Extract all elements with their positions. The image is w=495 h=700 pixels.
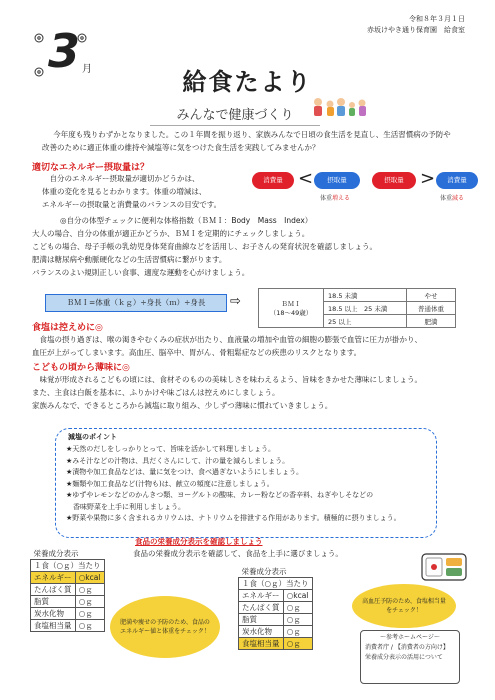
kids-text <box>32 373 472 412</box>
table-row <box>239 602 313 614</box>
reference-box <box>360 630 460 684</box>
bmi-label: ＢＭＩ <box>281 300 301 308</box>
nutrient-value: ○ｇ <box>75 584 104 596</box>
reference-link[interactable]: 栄養成分表示の活用について <box>365 654 443 661</box>
bmi-range: 25 以上 <box>324 315 407 328</box>
bmi-text <box>32 227 472 279</box>
note-increase: 増える <box>332 195 351 202</box>
nutrient-name: 脂質 <box>239 614 284 626</box>
issue-date: 令和８年３月１日 <box>409 15 465 23</box>
nutrient-name: 炭水化物 <box>239 626 284 638</box>
kids-line: また、主食は白飯を基本に、ふりかけや味ごはんは控えめにしましょう。 <box>32 388 280 397</box>
note-weight: 体重 <box>320 195 333 202</box>
family-illustration <box>310 96 370 118</box>
list-item: ★漬物や加工食品などは、量に気をつけ、食べ過ぎないようにしましょう。 <box>66 468 303 476</box>
nutrient-value: ○kcal <box>75 572 104 584</box>
nutrient-name: エネルギー <box>239 590 284 602</box>
table-row <box>239 614 313 626</box>
nutrition-label-title: 栄養成分表示 <box>33 549 79 558</box>
table-row <box>31 572 105 584</box>
reference-link[interactable]: 消費者庁 / 【消費者の方向け】 <box>365 644 449 651</box>
list-item: ★ゆずやレモンなどのかんきつ類、ヨーグルトの酸味、カレー粉などの香辛料、ねぎやしそなどの <box>66 491 374 499</box>
tips-list <box>66 444 426 525</box>
nutrition-heading: 食品の栄養成分表示を確認しましょう <box>135 537 263 546</box>
salt-line: 食塩の摂り過ぎは、喉の渇きやむくみの症状が出たり、血液量の増加や血管の細胞の膨張で血管に圧力が掛かり、 <box>39 335 422 344</box>
nutrition-label-right <box>238 566 313 650</box>
issue-date-block <box>367 14 465 36</box>
bmi-range: 18.5 未満 <box>324 289 407 302</box>
nutrient-value: ○ｇ <box>283 602 312 614</box>
nutrient-name: たんぱく質 <box>31 584 76 596</box>
table-row <box>259 289 456 302</box>
nutrient-name: 食塩相当量 <box>239 638 284 650</box>
intake-pill-right: 摂取量 <box>372 172 416 189</box>
energy-balance-diagram <box>250 168 480 218</box>
bmi-line: こどもの場合、母子手帳の乳幼児身体発育曲線などを活用し、お子さんの発育状況を確認しましょう。 <box>32 242 377 251</box>
nutrient-name: 食塩相当量 <box>31 620 76 632</box>
kids-line: 味覚が形成されるこどもの頃には、食材そのものの美味しさを味わえるよう、旨味をきかせた薄味にしましょう。 <box>39 375 422 384</box>
bmi-line: 大人の場合、自分の体重が適正かどうか、ＢＭＩを定期的にチェックしましょう。 <box>32 229 310 238</box>
weight-increase-note <box>320 193 350 202</box>
intake-pill: 摂取量 <box>314 172 360 189</box>
nutrient-name: 炭水化物 <box>31 608 76 620</box>
intro-line: 改善のために適正体重の維持や減塩等に気をつけた食生活を実践してみませんか？ <box>42 143 320 152</box>
table-row <box>31 560 105 572</box>
nutrient-value: ○ｇ <box>283 614 312 626</box>
page-subtitle: みんなで健康づくり <box>150 104 320 126</box>
arrow-icon: ⇨ <box>230 294 241 309</box>
note-decrease: 減る <box>452 195 465 202</box>
table-row <box>31 620 105 632</box>
nutrient-value: ○ｇ <box>283 638 312 650</box>
reference-title: 〜参考ホームページ〜 <box>380 634 440 641</box>
energy-line: 自分のエネルギー摂取量が適切かどうかは、 <box>49 174 200 183</box>
nutrient-value: ○ｇ <box>75 608 104 620</box>
list-item: ★天然のだしをしっかりとって、旨味を活かして料理しましょう。 <box>66 445 275 453</box>
page-title: 給食たより <box>182 68 313 96</box>
nutrient-value: ○ｇ <box>283 626 312 638</box>
table-row <box>31 596 105 608</box>
nutrition-label-left <box>30 548 105 632</box>
nutrient-name: 脂質 <box>31 596 76 608</box>
greater-than-sign: > <box>420 168 436 189</box>
month-number: 3 <box>48 24 81 78</box>
nutrient-name: エネルギー <box>31 572 76 584</box>
intro-text <box>42 128 462 154</box>
table-row <box>239 578 313 590</box>
table-row <box>239 590 313 602</box>
nutrient-name: たんぱく質 <box>239 602 284 614</box>
consumption-pill-right: 消費量 <box>436 172 478 189</box>
note-weight: 体重 <box>440 195 453 202</box>
nutrient-value: ○kcal <box>283 590 312 602</box>
bmi-category: 普通体重 <box>407 302 456 315</box>
kids-line: 家族みんなで、できるところから減塩に取り組み、少しずつ薄味に慣れていきましょう。 <box>32 401 333 410</box>
energy-heading: 適切なエネルギー摂取量は？ <box>32 163 150 173</box>
salt-line: 血圧が上がってしまいます。高血圧、脳卒中、胃がん、骨粗鬆症などの疾患のリスクとなります。 <box>32 348 362 357</box>
less-than-sign: < <box>298 168 314 189</box>
energy-line: 体重の変化を見るとわかります。体重の増減は、 <box>42 187 207 196</box>
weight-decrease-note <box>440 193 464 202</box>
list-item: 香味野菜を上手に利用しましょう。 <box>66 502 185 511</box>
bmi-category: 肥満 <box>407 315 456 328</box>
table-row <box>239 566 313 578</box>
list-item: ★麺類や加工食品など(汁物も)は、献立の頻度に注意しましょう。 <box>66 479 274 488</box>
bmi-formula: ＢＭＩ=体重（ｋｇ）÷身長（ｍ）÷身長 <box>45 294 227 312</box>
bmi-heading: ◎自分の体型チェックに便利な体格指数（ＢＭＩ：Body Mass Index） <box>60 216 313 225</box>
organization: 赤坂けやき通り保育園 給食室 <box>367 26 465 34</box>
kids-heading: こどもの頃から薄味に◎ <box>32 363 130 373</box>
bubble-energy-tip: 肥満や痩せの予防のため、食品のエネルギー値と体重をチェック！ <box>110 596 220 658</box>
table-row <box>239 626 313 638</box>
nutrition-description: 食品の栄養成分表示を確認して、食品を上手に選びましょう。 <box>133 549 343 558</box>
bmi-table <box>258 288 456 328</box>
bubble-salt-tip: 高血圧予防のため、食塩相当量をチェック！ <box>352 584 456 628</box>
month-suffix: 月 <box>82 64 92 75</box>
list-item: ★みそ汁などの汁物は、具だくさんにして、汁の量を減らしましょう。 <box>66 456 290 465</box>
salt-heading: 食塩は控えめに◎ <box>32 323 103 333</box>
bento-illustration <box>420 548 468 584</box>
energy-text <box>42 172 272 211</box>
tips-title: 減塩のポイント <box>68 433 117 441</box>
bmi-age-range: （18～49歳） <box>269 309 313 317</box>
bmi-category: やせ <box>407 289 456 302</box>
table-row <box>31 608 105 620</box>
bmi-line: バランスのよい規則正しい食事、適度な運動を心がけましょう。 <box>32 268 250 277</box>
table-row <box>31 548 105 560</box>
serving-size: １食（○ｇ）当たり <box>239 578 313 590</box>
bmi-line: 肥満は糖尿病や動脈硬化などの生活習慣病に繋がります。 <box>32 255 227 264</box>
table-row <box>31 584 105 596</box>
consumption-pill: 消費量 <box>252 172 294 189</box>
table-row <box>239 638 313 650</box>
bmi-table-header <box>259 289 324 328</box>
bmi-range: 18.5 以上 25 未満 <box>324 302 407 315</box>
serving-size: １食（○ｇ）当たり <box>31 560 105 572</box>
salt-text <box>32 333 472 359</box>
nutrition-label-title: 栄養成分表示 <box>241 567 287 576</box>
intro-line: 今年度も残りわずかとなりました。この１年間を振り返り、家族みんなで日頃の食生活を見直し、生活習慣病の予防や <box>53 130 451 139</box>
list-item: ★野菜や果物に多く含まれるカリウムは、ナトリウムを排泄する作用があります。積極的に摂りましょう。 <box>66 514 401 522</box>
nutrient-value: ○ｇ <box>75 620 104 632</box>
energy-line: エネルギーの摂取量と消費量のバランスの目安です。 <box>42 200 222 209</box>
nutrient-value: ○ｇ <box>75 596 104 608</box>
